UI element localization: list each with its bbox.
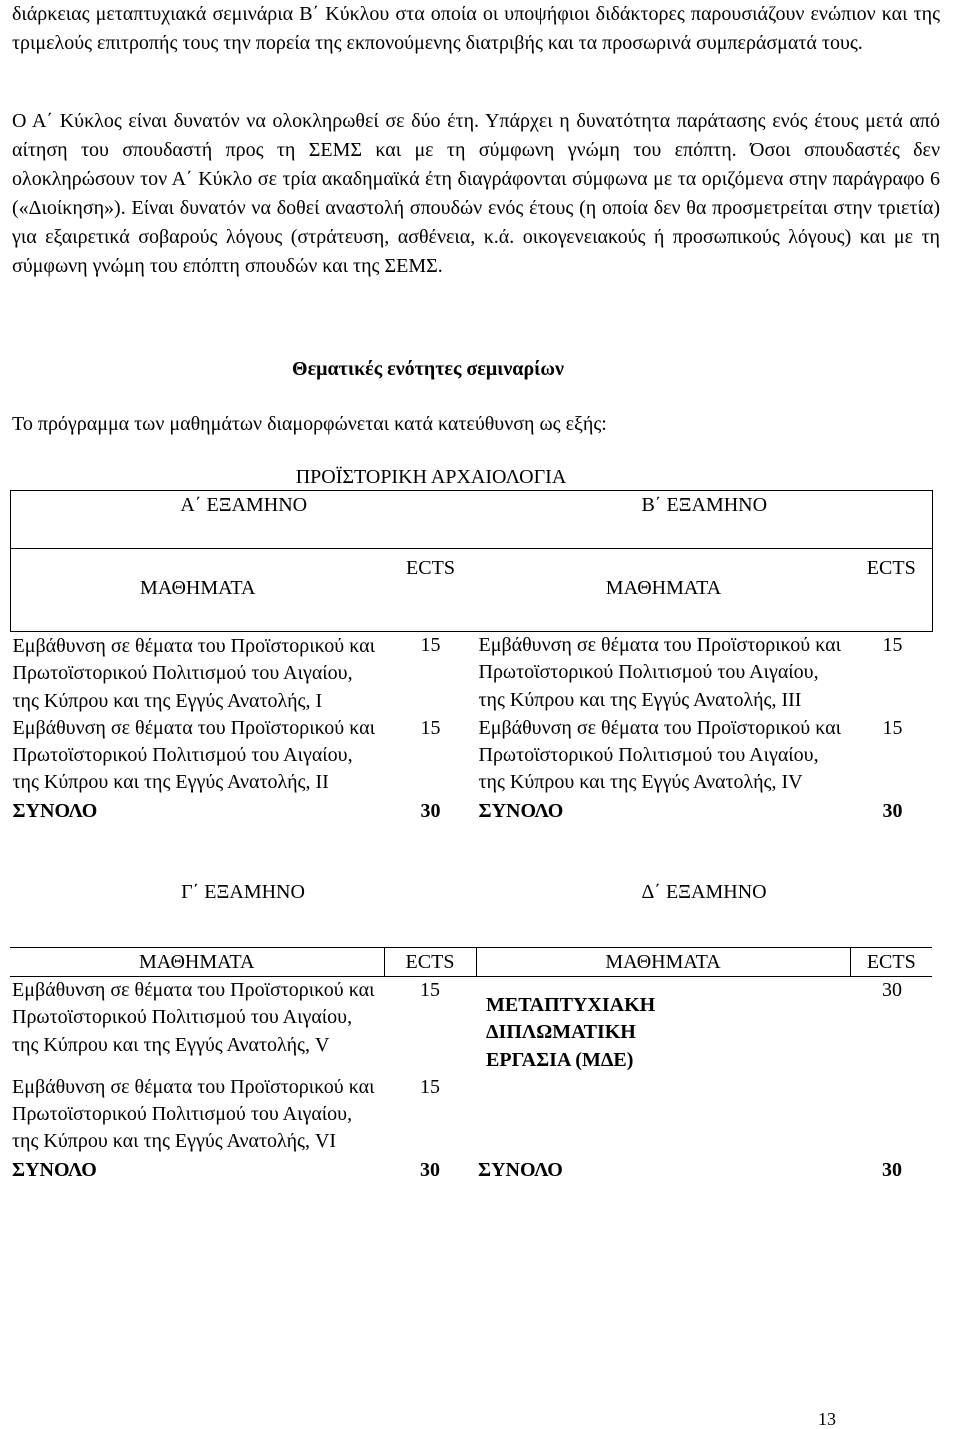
paragraph-cycle-completion: Ο Α΄ Κύκλος είναι δυνατόν να ολοκληρωθεί σε δύο έτη. Υπάρχει η δυνατότητα παράτασης ενός έτους μετά από αίτηση του σπουδαστή προς τη ΣΕΜΣ και με τη σύμφωνη γνώμη του επόπτη. Όσοι σπουδαστές δεν ολοκληρώσουν τον Α΄ Κύκλο σε τρία ακαδημαϊκά έτη διαγράφονται σύμφωνα με τα οριζόμενα στην παράγραφο 6 («Διοίκηση»). Είναι δυνατόν να δοθεί αναστολή σπουδών ενός έτους (η οποία δεν θα προσμετρείται στην τριετία) για εξαιρετικά σοβαρούς λόγους (στράτευση, ασθένεια, κ.ά. οικογενειακούς ή προσωπικούς λόγους) και με τη σύμφωνη γνώμη του επόπτη σπουδών και της ΣΕΜΣ. (12, 110, 940, 277)
program-title: ΠΡΟΪΣΤΟΡΙΚΗ ΑΡΧΑΙΟΛΟΓΙΑ (295, 466, 567, 488)
total-ects: 30 (420, 799, 441, 822)
ects-header: ECTS (866, 557, 916, 579)
ects-header: ECTS (850, 948, 932, 977)
total-ects: 30 (420, 1158, 440, 1181)
total-row (11, 797, 933, 825)
intro-text: Το πρόγραμμα των μαθημάτων διαμορφώνεται κατά κατεύθυνση ως εξής: (12, 413, 607, 435)
paragraph-seminars-duration: διάρκειας μεταπτυχιακά σεμινάρια Β΄ Κύκλου στα οποία οι υποψήφιοι διδάκτορες παρουσιάζουν ενώπιον και της τριμελούς επιτροπής τους την πορεία της εκπονούμενης διατριβής και τα προσωρινά συμπεράσματά τους. (12, 3, 940, 54)
course-ects: 15 (420, 979, 440, 1001)
table-row (11, 715, 933, 797)
course-name: Εμβάθυνση σε θέματα του Προϊστορικού και Πρωτοϊστορικού Πολιτισμού του Αιγαίου, της Κύπρου και της Εγγύς Ανατολής, ΙΙΙ (478, 634, 841, 711)
page-number: 13 (818, 1409, 836, 1429)
thesis-line: ΕΡΓΑΣΙΑ (ΜΔΕ) (486, 1048, 634, 1071)
semester-table-ab (10, 490, 933, 825)
semester-table-cd (10, 877, 932, 1184)
course-ects: 15 (882, 716, 903, 739)
course-name: Εμβάθυνση σε θέματα του Προϊστορικού και Πρωτοϊστορικού Πολιτισμού του Αιγαίου, της Κύπρου και της Εγγύς Ανατολής, VΙ (12, 1075, 375, 1153)
ects-header: ECTS (384, 948, 476, 977)
total-ects: 30 (882, 1158, 903, 1181)
total-label: ΣΥΝΟΛΟ (478, 1158, 563, 1181)
thesis-line: ΔΙΠΛΩΜΑΤΙΚΗ (486, 1021, 636, 1044)
thesis-cell (476, 977, 850, 1074)
thesis-ects: 30 (882, 979, 903, 1001)
course-ects: 15 (420, 1075, 440, 1098)
course-name: Εμβάθυνση σε θέματα του Προϊστορικού και Πρωτοϊστορικού Πολιτισμού του Αιγαίου, της Κύπρου και της Εγγύς Ανατολής, V (12, 979, 375, 1056)
total-label: ΣΥΝΟΛΟ (12, 1158, 97, 1181)
total-label: ΣΥΝΟΛΟ (478, 799, 564, 822)
courses-header: ΜΑΘΗΜΑΤΑ (605, 577, 722, 599)
courses-header: ΜΑΘΗΜΑΤΑ (140, 577, 256, 599)
semester-d-label: Δ΄ ΕΞΑΜΗΝΟ (641, 881, 767, 903)
course-ects: 15 (420, 716, 441, 739)
total-row (10, 1156, 932, 1184)
course-ects: 15 (420, 634, 441, 656)
thesis-line: ΜΕΤΑΠΤΥΧΙΑΚΗ (486, 994, 656, 1016)
table-row (10, 1074, 932, 1156)
section-heading: Θεματικές ενότητες σεμιναρίων (292, 358, 564, 380)
course-ects: 15 (882, 634, 903, 656)
courses-header: ΜΑΘΗΜΑΤΑ (476, 948, 850, 977)
table-row (11, 632, 933, 715)
total-ects: 30 (882, 799, 903, 822)
thesis-title (478, 977, 848, 1074)
course-name: Εμβάθυνση σε θέματα του Προϊστορικού και Πρωτοϊστορικού Πολιτισμού του Αιγαίου, της Κύπρου και της Εγγύς Ανατολής, Ι (12, 635, 375, 712)
course-name: Εμβάθυνση σε θέματα του Προϊστορικού και Πρωτοϊστορικού Πολιτισμού του Αιγαίου, της Κύπρου και της Εγγύς Ανατολής, ΙΙ (12, 716, 375, 794)
semester-a-label: Α΄ ΕΞΑΜΗΝΟ (11, 491, 477, 521)
courses-header: ΜΑΘΗΜΑΤΑ (10, 948, 384, 977)
course-name: Εμβάθυνση σε θέματα του Προϊστορικού και Πρωτοϊστορικού Πολιτισμού του Αιγαίου, της Κύπρου και της Εγγύς Ανατολής, ΙV (478, 716, 841, 794)
ects-header: ECTS (406, 557, 455, 579)
semester-b-label: Β΄ ΕΞΑΜΗΝΟ (477, 491, 933, 521)
table-row (10, 977, 932, 1074)
total-label: ΣΥΝΟΛΟ (12, 799, 98, 822)
semester-c-label: Γ΄ ΕΞΑΜΗΝΟ (181, 881, 305, 903)
